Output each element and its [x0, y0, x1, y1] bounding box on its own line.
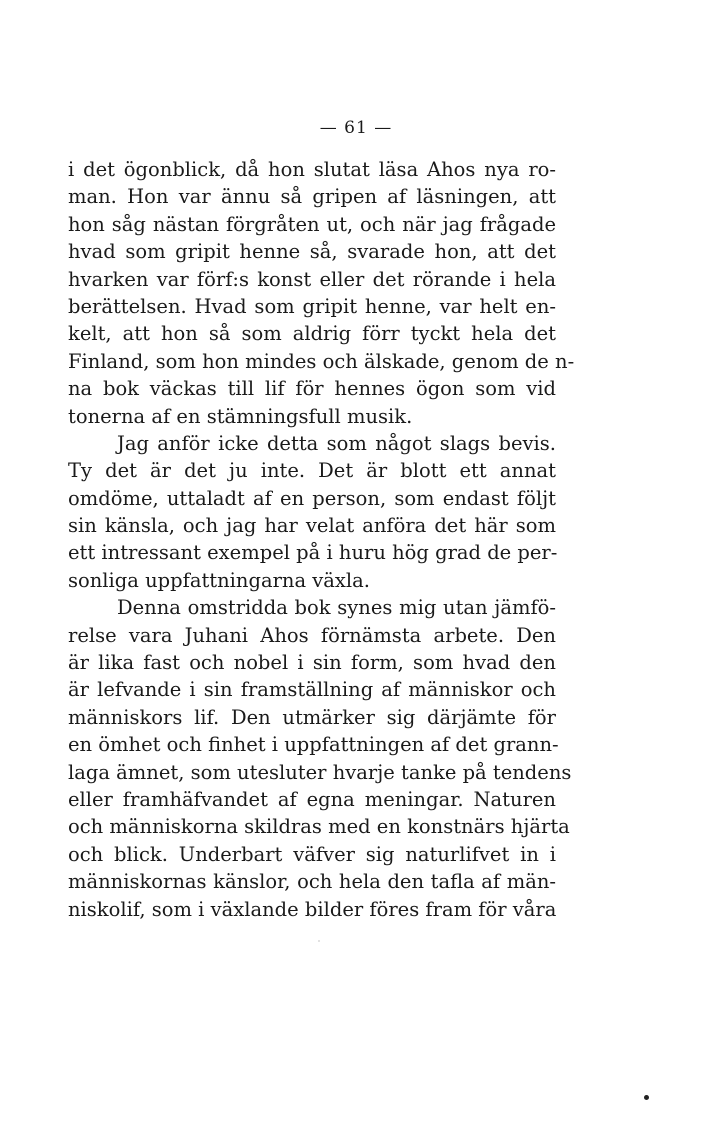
- text-line: Jag anför icke detta som något slags bevis.: [117, 431, 556, 455]
- text-line: en ömhet och finhet i uppfattningen af det grann-: [68, 733, 559, 757]
- text-line: sin känsla, och jag har velat anföra det här som: [68, 514, 556, 538]
- text-line: människornas känslor, och hela den tafla af män-: [68, 870, 556, 894]
- text-line: ett intressant exempel på i huru hög grad de per-: [68, 541, 558, 565]
- text-line: niskolif, som i växlande bilder föres fram för våra: [68, 897, 557, 921]
- text-line: i det ögonblick, då hon slutat läsa Ahos nya ro-: [68, 158, 556, 181]
- text-line: laga ämnet, som utesluter hvarje tanke på tendens: [68, 760, 572, 784]
- text-line: hvad som gripit henne så, svarade hon, att det: [68, 240, 556, 264]
- text-line: och människorna skildras med en konstnärs hjärta: [68, 815, 570, 839]
- page-number: — 61 —: [319, 118, 393, 138]
- text-line: människors lif. Den utmärker sig därjämte för: [68, 705, 556, 729]
- text-line: berättelsen. Hvad som gripit henne, var helt en-: [68, 294, 556, 318]
- text-line: och blick. Underbart väfver sig naturlifvet in i: [68, 842, 556, 866]
- text-line: är lika fast och nobel i sin form, som hvad den: [68, 651, 556, 675]
- text-line: kelt, att hon så som aldrig förr tyckt hela det: [68, 322, 556, 346]
- paper-speck: [318, 940, 320, 942]
- text-line: är lefvande i sin framställning af människor och: [68, 678, 556, 702]
- ink-dot-mark: [644, 1095, 649, 1100]
- text-line: relse vara Juhani Ahos förnämsta arbete. Den: [68, 623, 556, 647]
- text-line: tonerna af en stämningsfull musik.: [68, 404, 413, 428]
- text-line: sonliga uppfattningarna växla.: [68, 568, 370, 592]
- body-text: [68, 156, 575, 923]
- text-line: man. Hon var ännu så gripen af läsningen, att: [68, 185, 556, 209]
- text-line: Ty det är det ju inte. Det är blott ett annat: [68, 459, 556, 483]
- text-line: Denna omstridda bok synes mig utan jämfö-: [117, 596, 556, 620]
- text-line: omdöme, uttaladt af en person, som endast följt: [68, 486, 556, 510]
- text-line: na bok väckas till lif för hennes ögon som vid: [68, 377, 556, 401]
- text-line: hvarken var förf:s konst eller det rörande i hela: [68, 267, 556, 291]
- text-line: hon såg nästan förgråten ut, och när jag frågade: [68, 212, 556, 236]
- text-line: eller framhäfvandet af egna meningar. Naturen: [68, 787, 556, 811]
- text-line: Finland, som hon mindes och älskade, genom de n-: [68, 349, 575, 373]
